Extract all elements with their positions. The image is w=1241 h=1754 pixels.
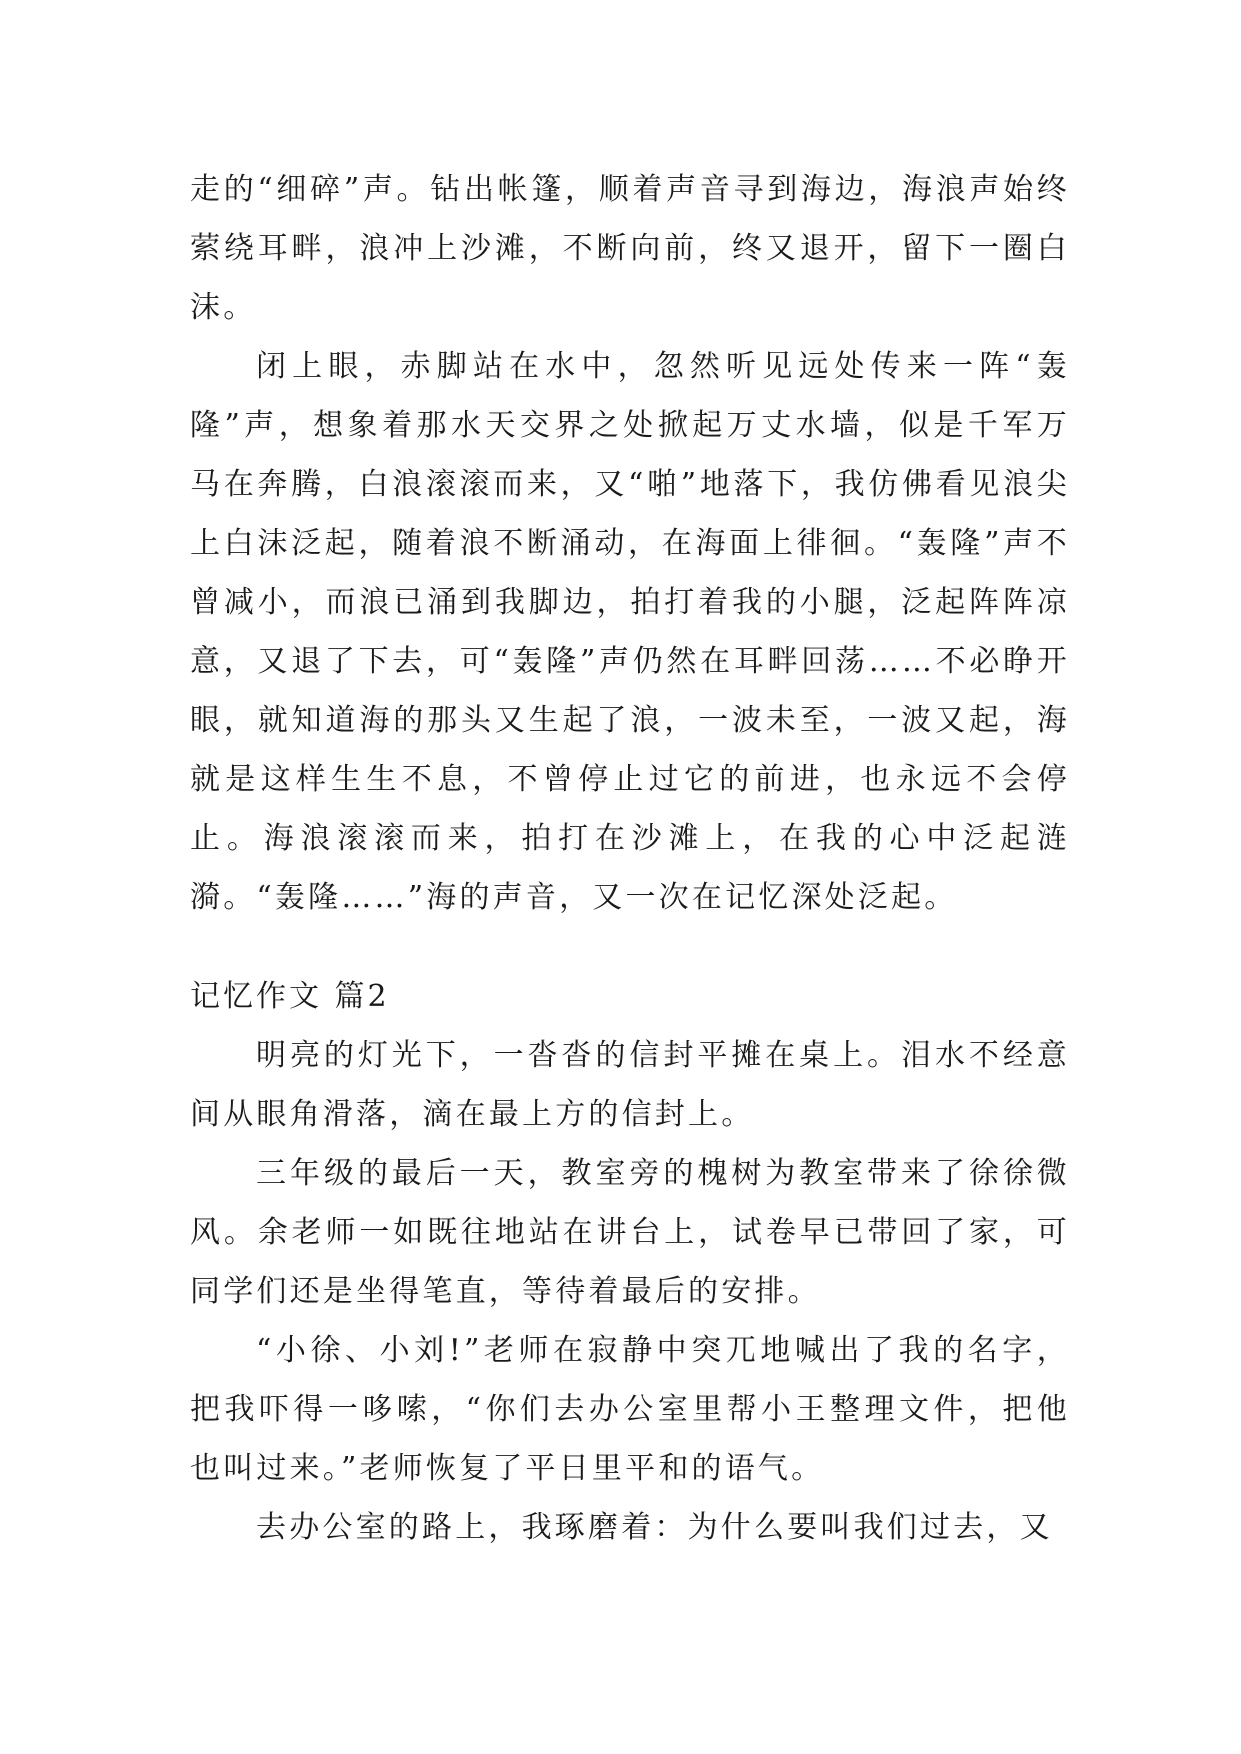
paragraph: 明亮的灯光下，一沓沓的信封平摊在桌上。泪水不经意间从眼角滑落，滴在最上方的信封上。: [190, 1038, 1070, 1132]
paragraph: 去办公室的路上，我琢磨着：为什么要叫我们过去，又: [256, 1510, 1053, 1545]
paragraph: 闭上眼，赤脚站在水中，忽然听见远处传来一阵“轰隆”声，想象着那水天交界之处掀起万丈水墙，似是千军万马在奔腾，白浪滚滚而来，又“啪”地落下，我仿佛看见浪尖上白沫泛起，随着浪不断涌动，在海面上徘徊。“轰隆”声不曾减小，而浪已涌到我脚边，拍打着我的小腿，泛起阵阵凉意，又退了下去，可“轰隆”声仍然在耳畔回荡……不必睁开眼，就知道海的那头又生起了浪，一波未至，一波又起，海就是这样生生不息，不曾停止过它的前进，也永远不会停止。海浪滚滚而来，拍打在沙滩上，在我的心中泛起涟漪。“轰隆……”海的声音，又一次在记忆深处泛起。: [190, 349, 1070, 915]
document-page: [190, 160, 1070, 1557]
paragraph: “小徐、小刘!”老师在寂静中突兀地喊出了我的名字，把我吓得一哆嗦，“你们去办公室里帮小王整理文件，把他也叫过来。”老师恢复了平日里平和的语气。: [190, 1333, 1070, 1486]
paragraph: 三年级的最后一天，教室旁的槐树为教室带来了徐徐微风。余老师一如既往地站在讲台上，试卷早已带回了家，可同学们还是坐得笔直，等待着最后的安排。: [190, 1156, 1070, 1309]
paragraph: 走的“细碎”声。钻出帐篷，顺着声音寻到海边，海浪声始终萦绕耳畔，浪冲上沙滩，不断向前，终又退开，留下一圈白沫。: [190, 172, 1070, 325]
section-title: 记忆作文 篇2: [190, 979, 390, 1014]
